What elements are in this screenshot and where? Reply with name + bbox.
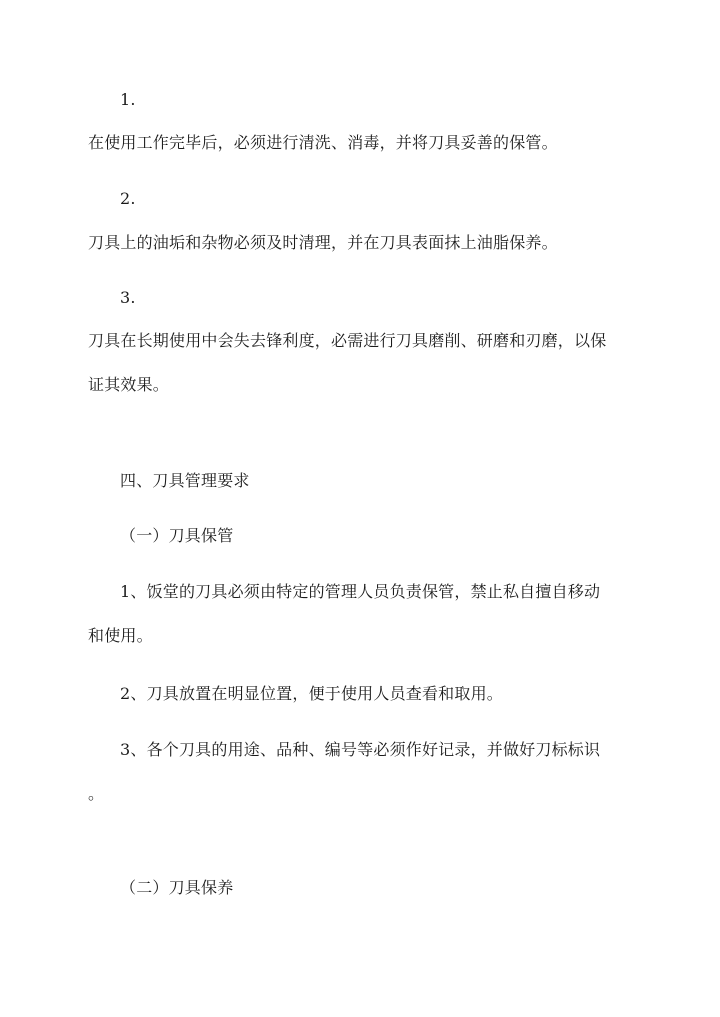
item-1-line2: 和使用。 — [88, 626, 153, 645]
item-3-line1: 3、各个刀具的用途、品种、编号等必须作好记录，并做好刀标标识 — [120, 740, 601, 759]
list-text-1: 在使用工作完毕后，必须进行清洗、消毒，并将刀具妥善的保管。 — [88, 133, 558, 152]
item-1-line1: 1、饭堂的刀具必须由特定的管理人员负责保管，禁止私自擅自移动 — [120, 582, 601, 601]
list-text-2: 刀具上的油垢和杂物必须及时清理，并在刀具表面抹上油脂保养。 — [88, 233, 558, 252]
list-number-2: 2. — [120, 189, 136, 208]
list-number-1: 1. — [120, 90, 136, 109]
subsection-heading-2: （二）刀具保养 — [120, 878, 234, 897]
subsection-heading-1: （一）刀具保管 — [120, 526, 234, 545]
section-heading: 四、刀具管理要求 — [120, 471, 250, 490]
item-3-line2: 。 — [88, 784, 105, 803]
list-text-3-line1: 刀具在长期使用中会失去锋利度，必需进行刀具磨削、研磨和刃磨，以保 — [88, 331, 607, 350]
item-2-line1: 2、刀具放置在明显位置，便于使用人员查看和取用。 — [120, 684, 503, 703]
list-text-3-line2: 证其效果。 — [88, 375, 170, 394]
list-number-3: 3. — [120, 288, 136, 307]
